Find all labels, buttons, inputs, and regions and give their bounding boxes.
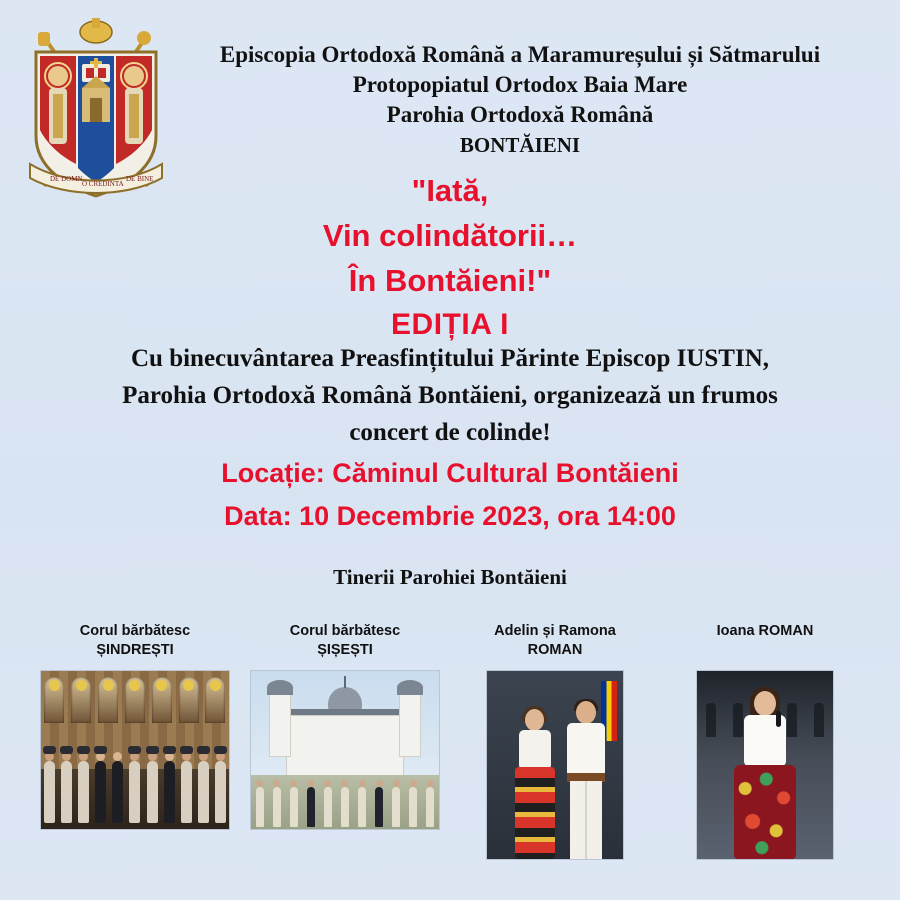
- performer-card: [40, 622, 230, 830]
- title-line-2: Vin colindătorii…: [322, 218, 578, 253]
- title-line-1: "Iată,: [411, 173, 489, 208]
- crest-motto-center: O CREDINTA: [82, 180, 124, 188]
- performer-caption-line1: Corul bărbătesc: [79, 623, 191, 639]
- performer-caption: [80, 622, 190, 664]
- performer-caption-line1: Corul bărbătesc: [289, 623, 401, 639]
- header-line-parish: Parohia Ortodoxă Română: [386, 102, 654, 127]
- blessing-line-3: concert de colinde!: [349, 419, 551, 446]
- performer-caption: [290, 622, 400, 664]
- performer-caption-line1: Ioana ROMAN: [716, 623, 814, 639]
- event-date: Data: 10 Decembrie 2023, ora 14:00: [224, 501, 676, 531]
- event-location: Locație: Căminul Cultural Bontăieni: [221, 458, 679, 488]
- blessing-line-1: Cu binecuvântarea Preasfințitului Părinte Episcop IUSTIN,: [130, 345, 770, 372]
- performer-card: [250, 622, 440, 830]
- event-details: [0, 452, 900, 538]
- header-line-diocese: Episcopia Ortodoxă Română a Maramureșului și Sătmarului: [219, 42, 821, 67]
- crest-motto-left: DE DOMN: [50, 175, 83, 183]
- performers-row: [40, 622, 860, 877]
- poster-title: [0, 168, 900, 347]
- performer-card: [460, 622, 650, 860]
- crest-motto-right: DE BINE: [126, 175, 154, 183]
- photo-ioana-roman: [696, 670, 834, 860]
- blessing-line-2: Parohia Ortodoxă Română Bontăieni, organizează un frumos: [122, 382, 778, 409]
- performer-caption-line1: Adelin și Ramona: [494, 623, 616, 639]
- performer-caption-line2: ȘINDREȘTI: [96, 642, 174, 658]
- header-line-village: BONTĂIENI: [459, 133, 581, 157]
- header-line-deanery: Protopopiatul Ortodox Baia Mare: [352, 72, 688, 97]
- photo-adelin-ramona-roman: [486, 670, 624, 860]
- youth-section-heading: Tinerii Parohiei Bontăieni: [333, 565, 567, 589]
- photo-choir-sindresti: [40, 670, 230, 830]
- performer-caption: [494, 622, 616, 664]
- header-block: [150, 40, 890, 160]
- performer-caption: [717, 622, 814, 664]
- blessing-paragraph: [45, 340, 855, 451]
- performer-caption-line2: ȘIȘEȘTI: [317, 642, 373, 658]
- performer-card: [670, 622, 860, 860]
- title-edition: EDIȚIA I: [391, 308, 509, 341]
- title-line-3: În Bontăieni!": [348, 263, 552, 298]
- photo-choir-sisesti: [250, 670, 440, 830]
- footer-strip: [0, 876, 900, 900]
- performer-caption-line2: ROMAN: [527, 642, 583, 658]
